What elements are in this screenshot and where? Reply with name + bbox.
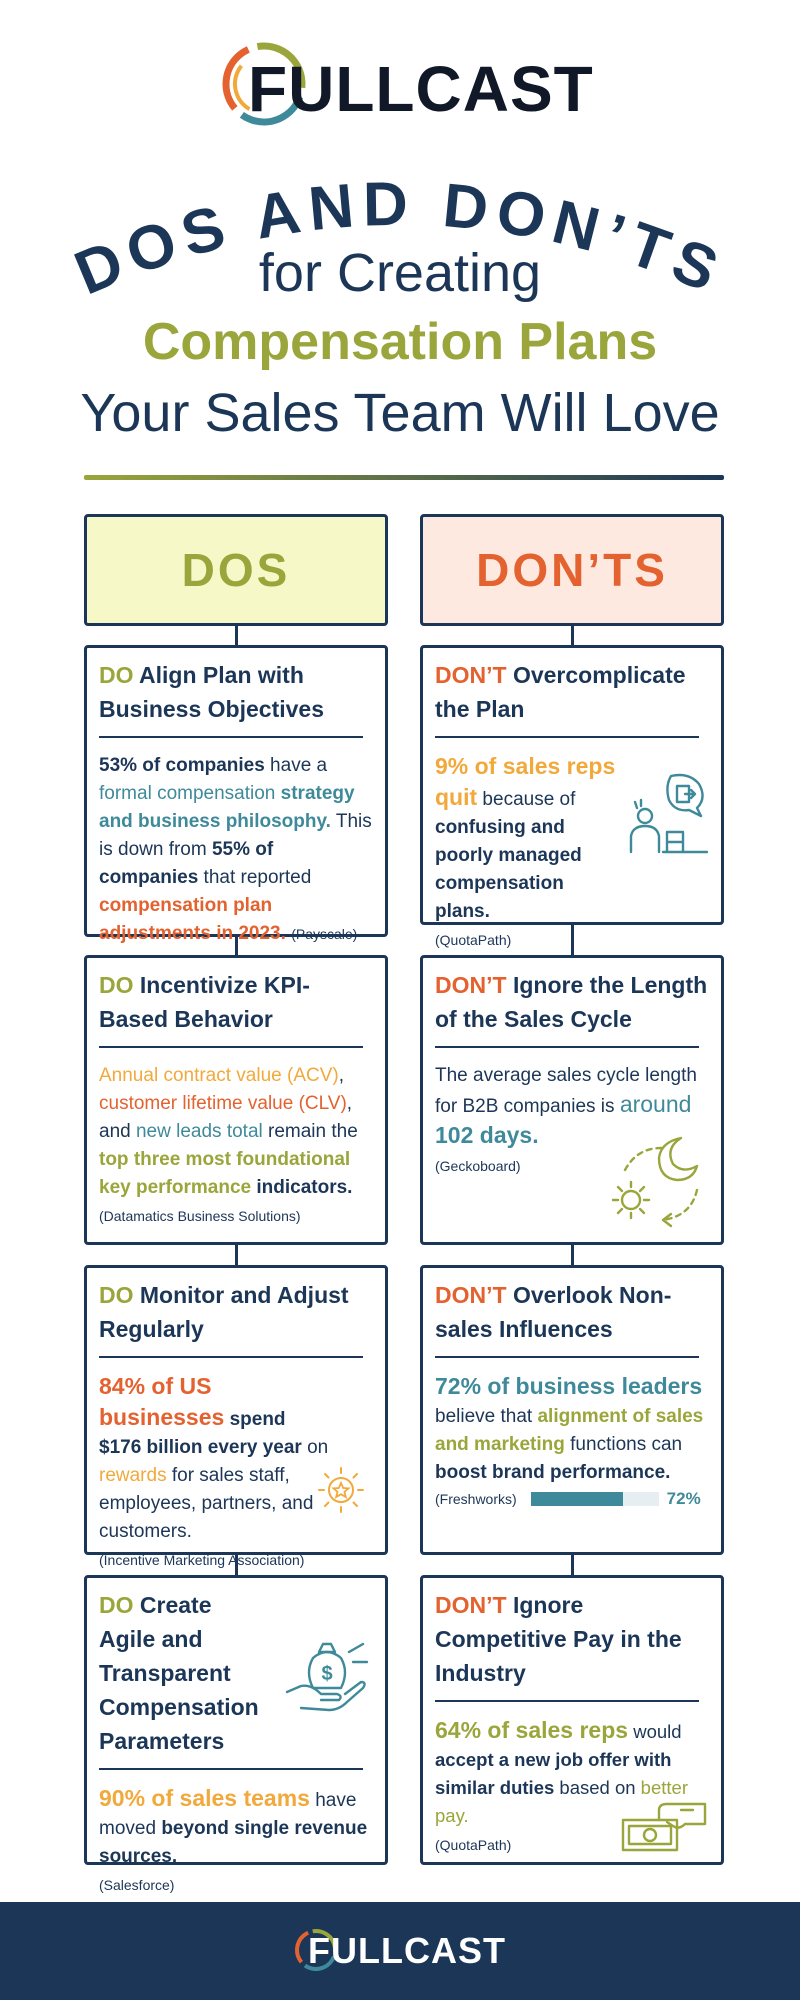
body-text-segment: spend $176 billion every year — [99, 1409, 302, 1458]
card-title: DON’T Ignore Competitive Pay in the Industry — [435, 1592, 682, 1686]
svg-text:$: $ — [321, 1663, 333, 1685]
card-divider — [99, 1356, 363, 1358]
card-divider — [99, 736, 363, 738]
title-divider — [84, 475, 724, 480]
title-line-2: for Creating — [258, 243, 542, 303]
card-body — [99, 1062, 373, 1230]
dos-card-4 — [84, 1575, 388, 1893]
body-text-segment: The average sales cycle length for B2B companies is — [435, 1065, 697, 1117]
body-text-segment: based on — [554, 1777, 641, 1798]
body-text-segment: accept a new job offer with similar duties — [435, 1749, 672, 1798]
card-source: (Salesforce) — [99, 1877, 175, 1893]
card-source: (Geckoboard) — [435, 1158, 521, 1174]
donts-card-4 — [420, 1575, 724, 1865]
card-source: (Datamatics Business Solutions) — [99, 1208, 301, 1224]
star-badge-icon — [315, 1464, 367, 1516]
dos-card-2 — [84, 955, 388, 1245]
body-text-segment: on — [301, 1437, 329, 1458]
title-line-4: Your Sales Team Will Love — [80, 383, 720, 443]
title-line-3: Compensation Plans — [142, 313, 658, 371]
card-source: (Incentive Marketing Association) — [99, 1552, 305, 1568]
body-text-segment: , and — [99, 1093, 353, 1142]
body-text-segment: around — [619, 1091, 692, 1117]
card-source: (QuotaPath) — [435, 1837, 512, 1853]
progress-fill — [531, 1492, 623, 1506]
progress-row — [435, 1489, 709, 1509]
card-divider — [99, 1046, 363, 1048]
body-text-segment: have a — [264, 755, 328, 776]
donts-column-header: DON’TS — [420, 514, 724, 626]
dos-card-1 — [84, 645, 388, 944]
card-body — [435, 1372, 709, 1487]
card-divider — [435, 1046, 699, 1048]
body-text-segment: indicators. — [251, 1177, 353, 1198]
body-text-segment: , — [338, 1065, 345, 1086]
card-source: (Freshworks) — [435, 1491, 517, 1507]
logo-text: FULLCAST — [248, 53, 594, 125]
cash-hand-icon — [619, 1800, 711, 1854]
body-text-segment: rewards — [99, 1465, 167, 1486]
card-divider — [99, 1768, 363, 1770]
body-text-segment: new leads total — [135, 1121, 263, 1142]
body-text-segment: beyond single revenue sources. — [99, 1818, 368, 1867]
svg-text:DOS AND DON’TS: DOS AND DON’TS — [65, 169, 735, 309]
body-text-segment: that reported — [198, 867, 312, 888]
card-divider — [435, 1700, 699, 1702]
body-text-segment: Annual contract value (ACV) — [99, 1065, 339, 1086]
day-night-cycle-icon — [603, 1134, 707, 1230]
card-divider — [435, 736, 699, 738]
donts-card-1 — [420, 645, 724, 948]
body-text-segment: 53% of companies — [99, 755, 265, 776]
card-source: (Payscale) — [291, 926, 358, 942]
body-text-segment: 102 days. — [435, 1122, 539, 1148]
body-text-segment: for sales staff, employees, partners, and customers. — [99, 1465, 314, 1542]
card-source: (QuotaPath) — [435, 932, 512, 948]
body-text-segment: better pay. — [435, 1777, 688, 1826]
body-text-segment: remain the — [262, 1121, 358, 1142]
card-title: DO Align Plan with Business Objectives — [99, 662, 324, 722]
donts-card-3 — [420, 1265, 724, 1555]
person-exit-icon — [625, 772, 711, 858]
money-hand-icon — [283, 1632, 371, 1716]
progress-bar — [531, 1492, 659, 1506]
body-text-segment: formal compensation — [99, 783, 281, 804]
card-body — [99, 752, 373, 948]
body-text-segment: 90% of sales teams — [99, 1785, 310, 1811]
card-title: DO Create Agile and Transparent Compensation Parameters — [99, 1592, 259, 1754]
card-title: DON’T Overlook Non-sales Influences — [435, 1282, 672, 1342]
body-text-segment: top three most foundational key performance — [99, 1149, 351, 1198]
body-text-segment: alignment of sales and marketing — [435, 1406, 704, 1455]
body-text-segment: boost brand performance. — [435, 1462, 671, 1483]
card-title: DON’T Overcomplicate the Plan — [435, 662, 686, 722]
dos-column-header: DOS — [84, 514, 388, 626]
card-title: DO Incentivize KPI-Based Behavior — [99, 972, 310, 1032]
body-text-segment: 9% of sales reps quit — [435, 753, 616, 810]
body-text-segment: believe that — [435, 1406, 538, 1427]
body-text-segment: This is down from — [99, 811, 372, 860]
body-text-segment: 64% of sales reps — [435, 1717, 629, 1743]
body-text-segment: confusing and poorly managed compensation plans. — [435, 817, 582, 922]
progress-label: 72% — [666, 1489, 701, 1508]
body-text-segment: strategy and business philosophy. — [99, 783, 355, 832]
body-text-segment: because of — [477, 789, 576, 810]
body-text-segment: compensation plan adjustments in 2023. — [99, 895, 286, 944]
body-text-segment: functions can — [564, 1434, 683, 1455]
dos-card-3 — [84, 1265, 388, 1568]
body-text-segment: would — [628, 1721, 682, 1742]
body-text-segment: have moved — [99, 1790, 357, 1839]
card-divider — [435, 1356, 699, 1358]
body-text-segment: customer lifetime value (CLV) — [99, 1093, 347, 1114]
card-title: DO Monitor and Adjust Regularly — [99, 1282, 349, 1342]
body-text-segment: 84% of US businesses — [99, 1373, 225, 1430]
card-body — [99, 1784, 373, 1899]
card-title: DON’T Ignore the Length of the Sales Cycle — [435, 972, 708, 1032]
body-text-segment: 55% of companies — [99, 839, 274, 888]
donts-card-2 — [420, 955, 724, 1245]
footer-logo-text: FULLCAST — [308, 1930, 506, 1971]
body-text-segment: 72% of business leaders — [435, 1373, 703, 1399]
